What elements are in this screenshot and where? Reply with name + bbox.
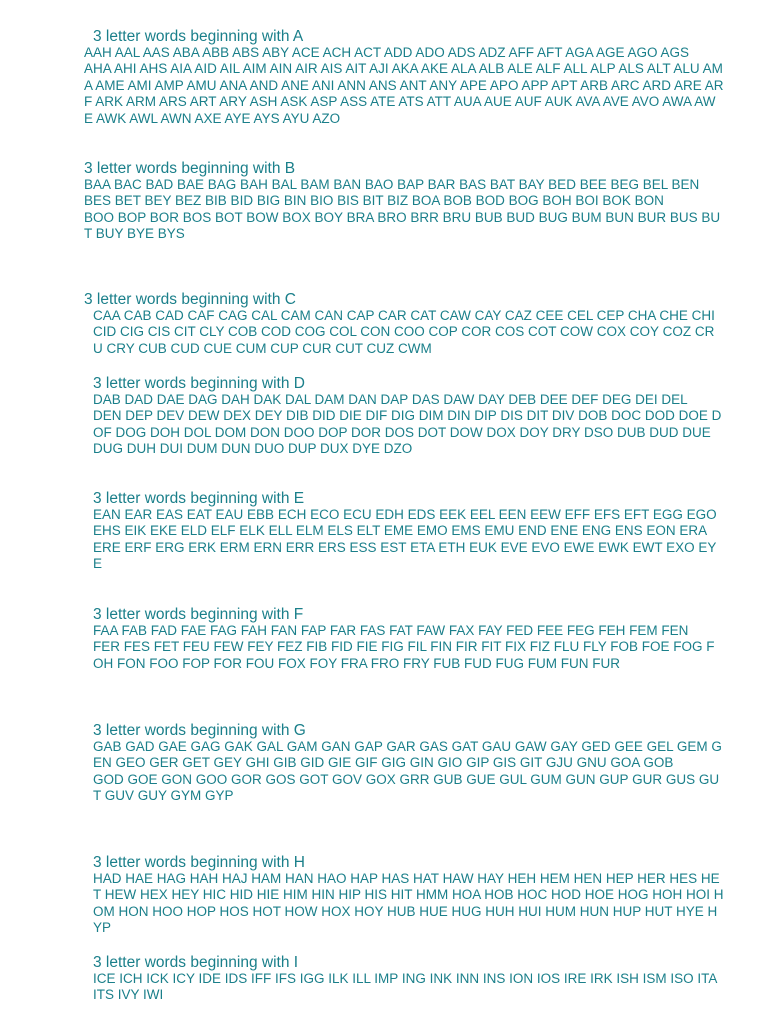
word-list: ERE ERF ERG ERK ERM ERN ERR ERS ESS EST ETA ETH EUK EVE EVO EWE EWK EWT EXO EYE <box>93 539 717 572</box>
section-heading: 3 letter words beginning with A <box>93 28 304 45</box>
word-list: HAD HAE HAG HAH HAJ HAM HAN HAO HAP HAS HAT HAW HAY HEH HEM HEN HEP HER HES HET HEW HEX HEY HIC HID HIE HIM HIN HIP HIS HIT HMM HOA HOB HOC HOD HOE HOG HOH HOI HOM HON HOO HOP HOS HOT HOW HOX HOY HUB HUE HUG HUH HUI HUM HUN HUP HUT HYE HYP <box>93 871 724 936</box>
word-list: CAA CAB CAD CAF CAG CAL CAM CAN CAP CAR CAT CAW CAY CAZ CEE CEL CEP CHA CHE CHI CID CIG CIS CIT CLY COB COD COG COL CON COO COP COR COS COT COW COX COY COZ CRU CRY CUB CUD CUE CUM CUP CUR CUT CUZ CWM <box>93 308 715 356</box>
section-a <box>84 28 724 127</box>
section-heading: 3 letter words beginning with D <box>93 375 305 392</box>
word-list: AAH AAL AAS ABA ABB ABS ABY ACE ACH ACT ADD ADO ADS ADZ AFF AFT AGA AGE AGO AGS <box>84 45 690 60</box>
section-e <box>93 490 724 573</box>
section-heading: 3 letter words beginning with C <box>84 291 296 308</box>
section-f <box>93 606 724 672</box>
section-heading: 3 letter words beginning with F <box>93 606 304 623</box>
section-i <box>93 954 724 1004</box>
word-list: GOD GOE GON GOO GOR GOS GOT GOV GOX GRR GUB GUE GUL GUM GUN GUP GUR GUS GUT GUV GUY GYM GYP <box>93 771 720 804</box>
word-list: DAB DAD DAE DAG DAH DAK DAL DAM DAN DAP DAS DAW DAY DEB DEE DEF DEG DEI DEL <box>93 392 688 407</box>
section-heading: 3 letter words beginning with G <box>93 722 306 739</box>
word-list: DEN DEP DEV DEW DEX DEY DIB DID DIE DIF DIG DIM DIN DIP DIS DIT DIV DOB DOC DOD DOE DOF DOG DOH DOL DOM DON DOO DOP DOR DOS DOT DOW DOX DOY DRY DSO DUB DUD DUE DUG DUH DUI DUM DUN DUO DUP DUX DYE DZO <box>93 408 722 457</box>
word-list: FAA FAB FAD FAE FAG FAH FAN FAP FAR FAS FAT FAW FAX FAY FED FEE FEG FEH FEM FEN <box>93 623 689 638</box>
word-list: BES BET BEY BEZ BIB BID BIG BIN BIO BIS BIT BIZ BOA BOB BOD BOG BOH BOI BOK BON <box>84 193 664 209</box>
section-b <box>84 160 724 243</box>
section-g <box>93 722 724 805</box>
word-list: BOO BOP BOR BOS BOT BOW BOX BOY BRA BRO BRR BRU BUB BUD BUG BUM BUN BUR BUS BUT BUY BYE BYS <box>84 209 721 242</box>
word-list: AHA AHI AHS AIA AID AIL AIM AIN AIR AIS AIT AJI AKA AKE ALA ALB ALE ALF ALL ALP ALS ALT ALU AMA AME AMI AMP AMU ANA AND ANE ANI ANN ANS ANT ANY APE APO APP APT ARB ARC ARD ARE ARF ARK ARM ARS ART ARY ASH ASK ASP ASS ATE ATS ATT AUA AUE AUF AUK AVA AVE AVO AWA AWE AWK AWL AWN AXE AYE AYS AYU AZO <box>84 61 724 126</box>
word-list: GAB GAD GAE GAG GAK GAL GAM GAN GAP GAR GAS GAT GAU GAW GAY GED GEE GEL GEM GEN GEO GER GET GEY GHI GIB GID GIE GIF GIG GIN GIO GIP GIS GIT GJU GNU GOA GOB <box>93 739 722 771</box>
section-c <box>84 291 724 357</box>
section-heading: 3 letter words beginning with H <box>93 854 305 871</box>
word-list: EAN EAR EAS EAT EAU EBB ECH ECO ECU EDH EDS EEK EEL EEN EEW EFF EFS EFT EGG EGO EHS EIK EKE ELD ELF ELK ELL ELM ELS ELT EME EMO EMS EMU END ENE ENG ENS EON ERA <box>93 507 717 539</box>
section-heading: 3 letter words beginning with E <box>93 490 305 507</box>
section-heading: 3 letter words beginning with I <box>93 954 299 971</box>
word-list: ICE ICH ICK ICY IDE IDS IFF IFS IGG ILK ILL IMP ING INK INN INS ION IOS IRE IRK ISH ISM ISO ITA ITS IVY IWI <box>93 971 717 1003</box>
section-heading: 3 letter words beginning with B <box>84 160 296 177</box>
word-list: BAA BAC BAD BAE BAG BAH BAL BAM BAN BAO BAP BAR BAS BAT BAY BED BEE BEG BEL BEN <box>84 177 700 192</box>
section-h <box>93 854 724 937</box>
word-list: FER FES FET FEU FEW FEY FEZ FIB FID FIE FIG FIL FIN FIR FIT FIX FIZ FLU FLY FOB FOE FOG FOH FON FOO FOP FOR FOU FOX FOY FRA FRO FRY FUB FUD FUG FUM FUN FUR <box>93 639 715 671</box>
section-d <box>93 375 724 458</box>
